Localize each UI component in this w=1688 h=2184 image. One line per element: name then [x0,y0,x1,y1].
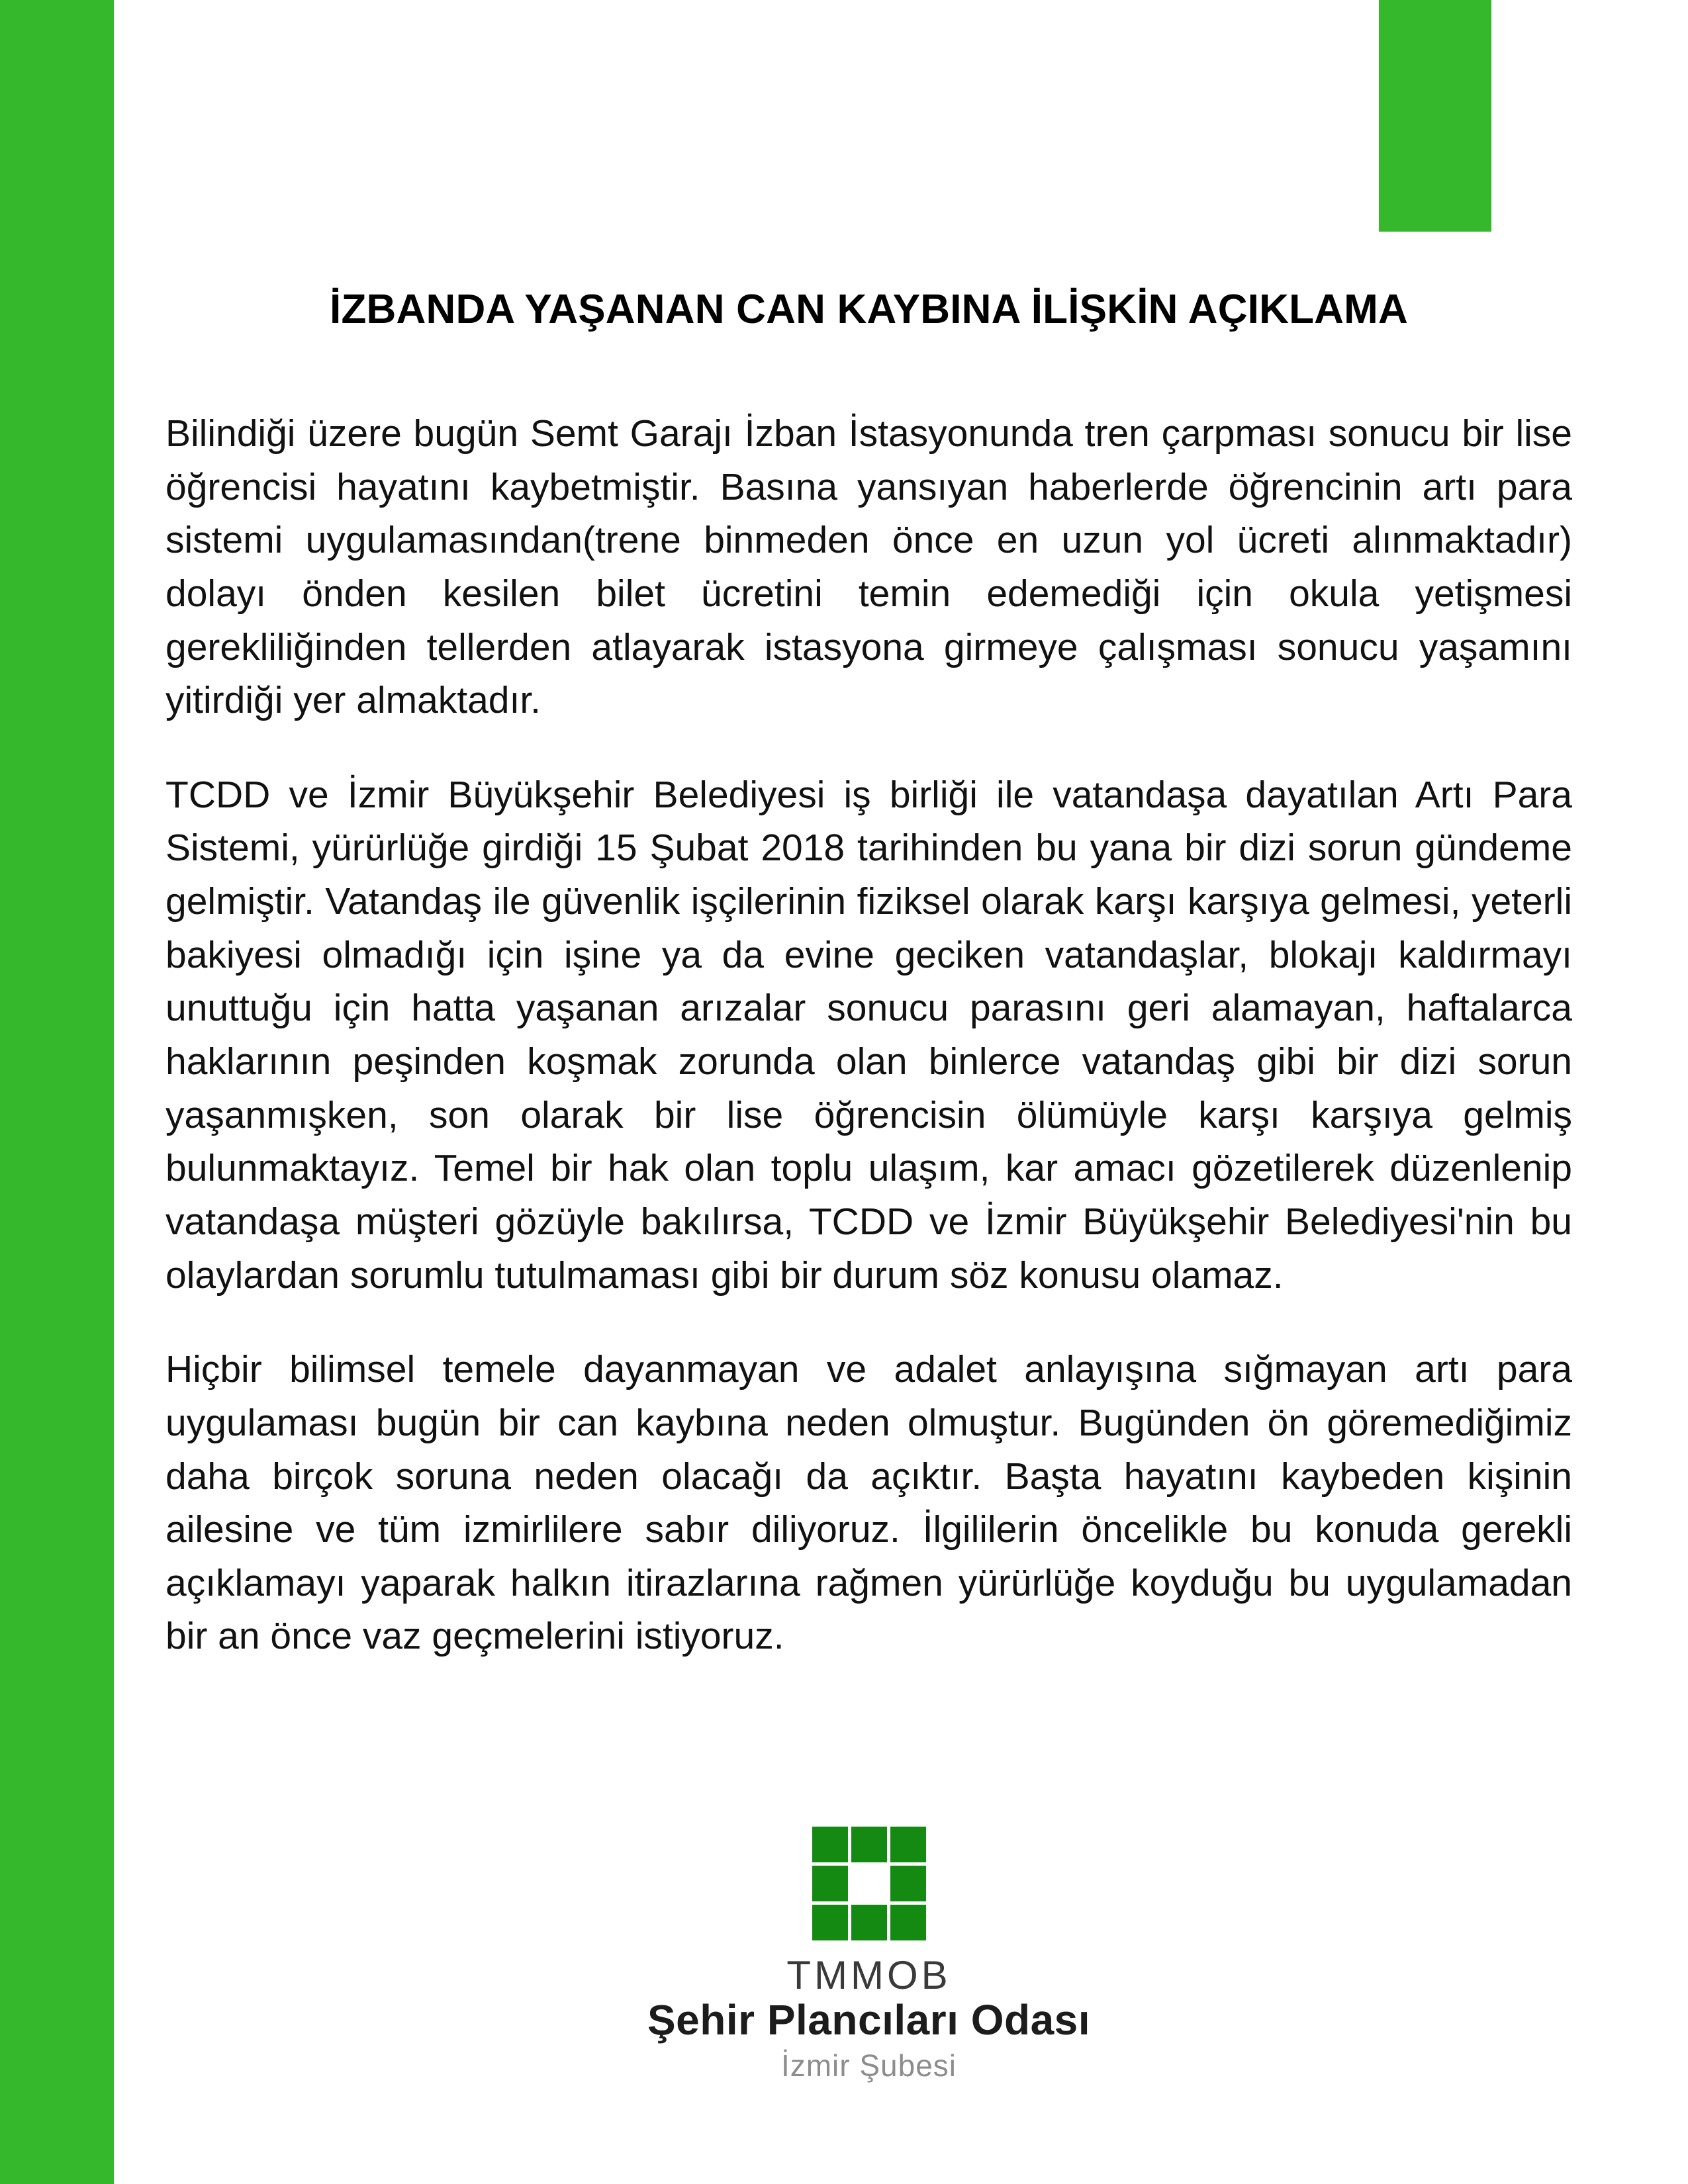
document-body [165,407,1572,1663]
left-green-accent-bar [0,0,114,2184]
paragraph-1: Bilindiği üzere bugün Semt Garajı İzban İstasyonunda tren çarpması sonucu bir lise öğrencisi hayatını kaybetmiştir. Basına yansıyan haberlerde öğrencinin artı para sistemi uygulamasından(trene binmeden önce en uzun yol ücreti alınmaktadır) dolayı önden kesilen bilet ücretini temin edemediği için okula yetişmesi gerekliliğinden tellerden atlayarak istasyona girmeye çalışması sonucu yaşamını yitirdiği yer almaktadır. [165,412,1572,722]
logo-branch-name: İzmir Şubesi [780,2048,957,2083]
paragraph-3: Hiçbir bilimsel temele dayanmayan ve adalet anlayışına sığmayan artı para uygulaması bugün bir can kaybına neden olmuştur. Bugünden ön göremediğimiz daha birçok soruna neden olacağı da açıktır. Başta hayatını kaybeden kişinin ailesine ve tüm izmirlilere sabır diliyoruz. İlgililerin öncelikle bu konuda gerekli açıklamayı yaparak halkın itirazlarına rağmen yürürlüğe koyduğu bu uygulamadan bir an önce vaz geçmelerini istiyoruz. [165,1348,1572,1658]
logo-cell-8 [851,1905,887,1940]
right-green-accent-bar [1379,0,1491,232]
logo-cell-9 [890,1905,926,1940]
logo-org-abbreviation: TMMOB [786,1953,951,1997]
paragraph-2: TCDD ve İzmir Büyükşehir Belediyesi iş birliği ile vatandaşa dayatılan Artı Para Sistemi, yürürlüğe girdiği 15 Şubat 2018 tarihinden bu yana bir dizi sorun gündeme gelmiştir. Vatandaş ile güvenlik işçilerinin fiziksel olarak karşı karşıya gelmesi, yeterli bakiyesi olmadığı için işine ya da evine geciken vatandaşlar, blokajı kaldırmayı unuttuğu için hatta yaşanan arızalar sonucu parasını geri alamayan, haftalarca haklarının peşinden koşmak zorunda olan binlerce vatandaş gibi bir dizi sorun yaşanmışken, son olarak bir lise öğrencisin ölümüyle karşı karşıya gelmiş bulunmaktayız. Temel bir hak olan toplu ulaşım, kar amacı gözetilerek düzenlenip vatandaşa müşteri gözüyle bakılırsa, TCDD ve İzmir Büyükşehir Belediyesi'nin bu olaylardan sorumlu tutulmaması gibi bir durum söz konusu olamaz. [165,773,1572,1297]
logo-cell-4 [812,1866,848,1901]
logo-cell-7 [812,1905,848,1940]
logo-cell-1 [812,1827,848,1862]
logo-cell-2 [851,1827,887,1862]
logo-cell-center-empty [851,1866,887,1901]
logo-org-name: Şehir Plancıları Odası [647,1996,1091,2044]
organization-logo-block [165,1827,1572,2083]
logo-cell-6 [890,1866,926,1901]
logo-cell-3 [890,1827,926,1862]
page-title: İZBANDA YAŞANAN CAN KAYBINA İLİŞKİN AÇIKLAMA [330,287,1408,332]
tmmob-grid-logo-icon [812,1827,926,1940]
